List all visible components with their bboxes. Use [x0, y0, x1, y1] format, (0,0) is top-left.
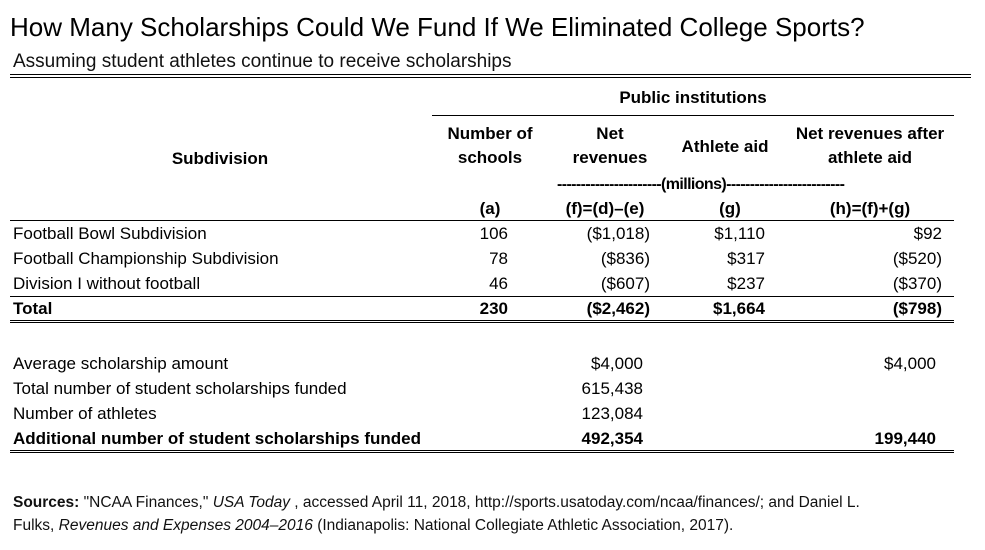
col-header-net-revenues-2: revenues [572, 148, 648, 167]
sources-text: "NCAA Finances," [79, 494, 213, 511]
total-net-after-aid: ($798) [892, 299, 942, 318]
summary-bottom-rule-2 [10, 452, 954, 453]
page-title: How Many Scholarships Could We Fund If We Eliminated College Sports? [10, 12, 865, 42]
sources-text: (Indianapolis: National Collegiate Athletic Association, 2017). [312, 517, 734, 534]
page-subtitle: Assuming student athletes continue to receive scholarships [13, 51, 512, 72]
total-net-revenues: ($2,462) [586, 299, 650, 318]
total-bottom-rule-1 [10, 320, 954, 321]
cell-net-revenues: ($1,018) [586, 224, 650, 243]
row-label: Football Bowl Subdivision [13, 224, 207, 243]
col-header-number-of-schools-2: schools [457, 148, 523, 167]
top-rule-2 [10, 77, 971, 78]
group-header-rule [432, 115, 954, 116]
col-code-g: (g) [719, 199, 741, 218]
col-header-net-after-aid-1: Net revenues after [795, 124, 945, 143]
sources-text: Fulks, [13, 517, 59, 534]
summary-net-revenues: $4,000 [591, 354, 643, 373]
sources-note [13, 491, 860, 537]
sources-label: Sources: [13, 494, 80, 511]
total-schools: 230 [479, 299, 508, 318]
summary-label: Total number of student scholarships funded [13, 379, 347, 398]
cell-net-revenues: ($836) [600, 249, 650, 268]
col-header-net-after-aid-2: athlete aid [827, 148, 913, 167]
summary-net-after-aid: 199,440 [874, 429, 936, 448]
summary-net-revenues: 123,084 [581, 404, 643, 423]
total-label: Total [13, 299, 53, 318]
summary-label: Average scholarship amount [13, 354, 229, 373]
cell-net-after-aid: ($520) [892, 249, 942, 268]
cell-net-after-aid: ($370) [892, 274, 942, 293]
row-label: Football Championship Subdivision [13, 249, 279, 268]
cell-athlete-aid: $317 [727, 249, 765, 268]
sources-publication: USA Today [212, 494, 290, 511]
summary-net-revenues: 615,438 [581, 379, 643, 398]
total-athlete-aid: $1,664 [713, 299, 765, 318]
sources-publication: Revenues and Expenses 2004–2016 [58, 517, 313, 534]
summary-net-revenues: 492,354 [581, 429, 643, 448]
cell-athlete-aid: $1,110 [714, 224, 765, 243]
summary-bottom-rule-1 [10, 450, 954, 451]
cell-schools: 78 [489, 249, 508, 268]
top-rule-1 [10, 74, 971, 75]
units-line-millions: ----------------------(millions)------------------------- [557, 176, 845, 193]
header-bottom-rule [10, 220, 954, 221]
cell-schools: 46 [489, 274, 508, 293]
sources-line-2 [13, 514, 860, 537]
group-header-public-institutions: Public institutions [619, 88, 767, 107]
col-code-h: (h)=(f)+(g) [829, 199, 911, 218]
cell-schools: 106 [479, 224, 508, 243]
summary-label: Additional number of student scholarships funded [13, 429, 422, 448]
sources-line-1 [13, 491, 860, 514]
col-code-a: (a) [479, 199, 501, 218]
cell-net-after-aid: $92 [913, 224, 942, 243]
col-header-net-revenues-1: Net [596, 124, 624, 143]
row-label: Division I without football [13, 274, 201, 293]
summary-label: Number of athletes [13, 404, 157, 423]
col-header-subdivision: Subdivision [171, 149, 269, 168]
total-bottom-rule-2 [10, 322, 954, 323]
summary-net-after-aid: $4,000 [884, 354, 936, 373]
col-code-f: (f)=(d)–(e) [565, 199, 645, 218]
sources-text: , accessed April 11, 2018, http://sports.usatoday.com/ncaa/finances/; and Daniel L. [289, 494, 860, 511]
cell-athlete-aid: $237 [727, 274, 765, 293]
col-header-number-of-schools-1: Number of [447, 124, 533, 143]
cell-net-revenues: ($607) [600, 274, 650, 293]
col-header-athlete-aid: Athlete aid [681, 137, 769, 156]
